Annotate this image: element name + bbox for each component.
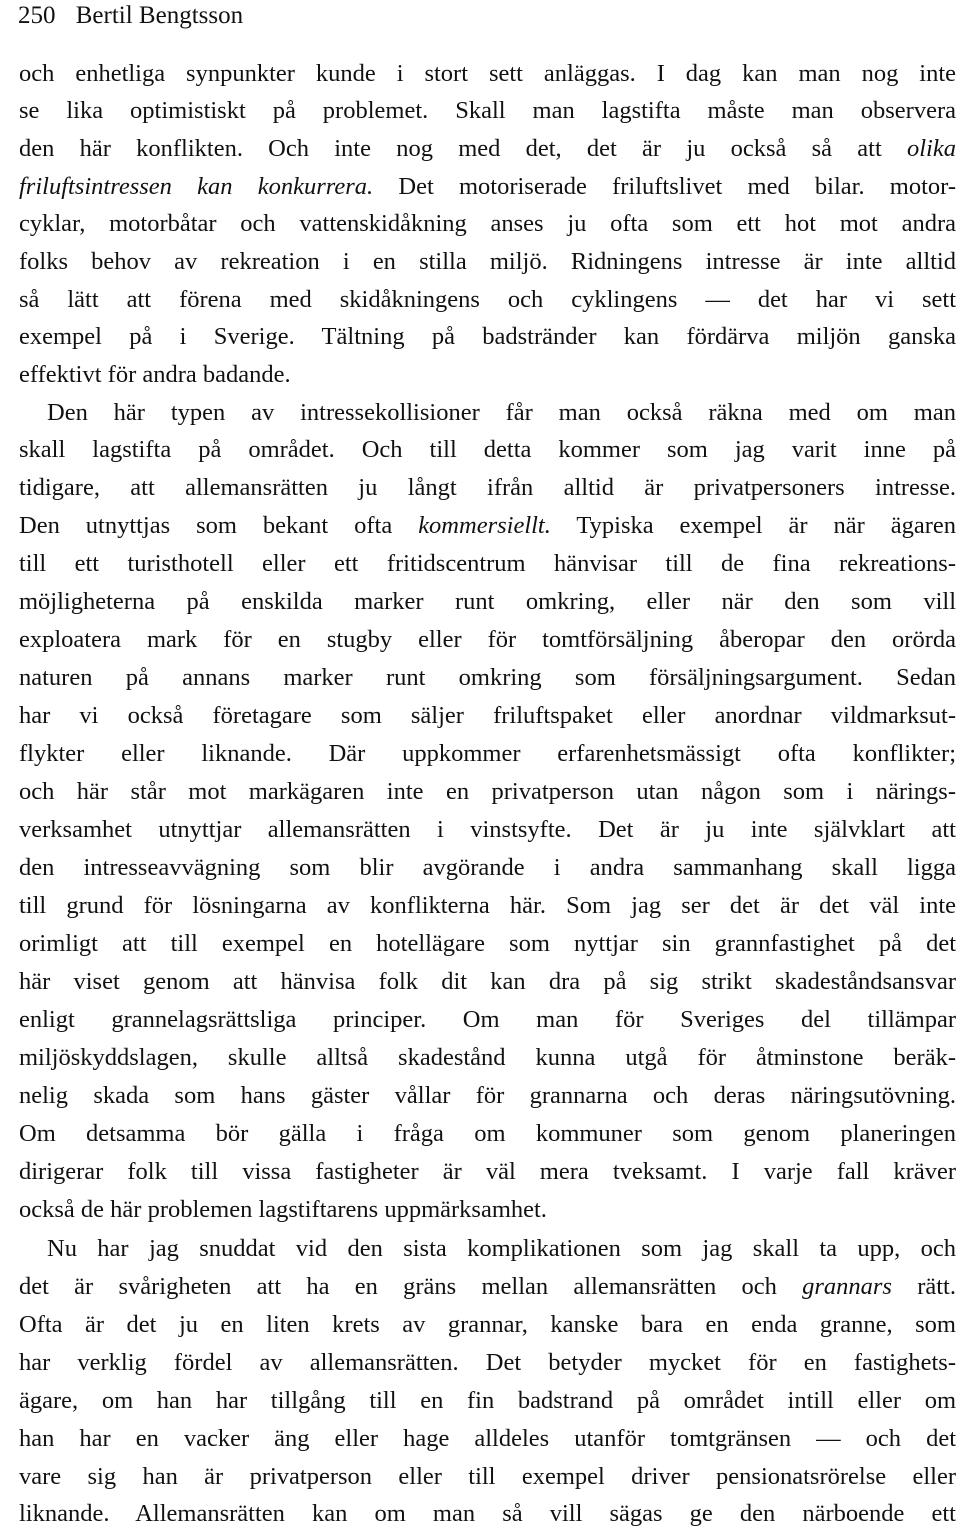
text-segment: miljöskyddslagen, skulle alltså skadestånd kunna utgå för åtminstone beräk- (19, 1044, 956, 1071)
text-segment: Typiska exempel är när ägaren (550, 512, 956, 539)
text-segment: har vi också företagare som säljer friluftspaket eller anordnar vildmarksut- (19, 702, 956, 729)
text-segment: enligt grannelagsrättsliga principer. Om man för Sveriges del tillämpar (19, 1006, 956, 1033)
text-line (19, 55, 956, 92)
text-line (19, 1344, 956, 1381)
text-line (19, 735, 956, 772)
text-line (19, 469, 956, 506)
text-line (19, 507, 956, 544)
text-segment: Om detsamma bör gälla i fråga om kommuner som genom planeringen (19, 1120, 956, 1147)
text-line (19, 1191, 956, 1228)
text-segment: nelig skada som hans gäster vållar för grannarna och deras näringsutövning. (19, 1082, 956, 1109)
text-line (19, 773, 956, 810)
text-segment: också de här problemen lagstiftarens uppmärksamhet. (19, 1196, 547, 1223)
text-segment: det är svårigheten att ha en gräns mellan allemansrätten och (19, 1273, 803, 1300)
text-segment: och enhetliga synpunkter kunde i stort sett anläggas. I dag kan man nog inte (19, 60, 956, 87)
text-line (19, 925, 956, 962)
text-line (19, 130, 956, 167)
text-segment: tidigare, att allemansrätten ju långt ifrån alltid är privatpersoners intresse. (19, 474, 956, 501)
text-segment: till grund för lösningarna av konflikterna här. Som jag ser det är det väl inte (19, 892, 956, 919)
text-line (19, 356, 956, 393)
text-segment: Den utnyttjas som bekant ofta (19, 512, 419, 539)
running-header (18, 0, 243, 32)
text-segment: här viset genom att hänvisa folk dit kan dra på sig strikt skadeståndsansvar (19, 968, 956, 995)
text-line (19, 1039, 956, 1076)
italic-text: grannars (802, 1273, 892, 1300)
text-segment: Den här typen av intressekollisioner får man också räkna med om man (47, 399, 956, 426)
text-line (19, 621, 956, 658)
text-segment: den intresseavvägning som blir avgörande i andra sammanhang skall ligga (19, 854, 956, 881)
text-segment: rätt. (891, 1273, 956, 1300)
running-header-author: Bertil Bengtsson (75, 2, 244, 29)
text-line (19, 1077, 956, 1114)
text-segment: möjligheterna på enskilda marker runt omkring, eller när den som vill (19, 588, 956, 615)
text-segment: liknande. Allemansrätten kan om man så vill sägas ge den närboende ett (19, 1500, 956, 1527)
text-line (19, 887, 956, 924)
text-line (19, 1458, 956, 1495)
text-segment: folks behov av rekreation i en stilla miljö. Ridningens intresse är inte alltid (19, 248, 956, 275)
italic-text: friluftsintressen kan konkurrera. (19, 173, 374, 200)
text-segment: till ett turisthotell eller ett fritidscentrum hänvisar till de fina rekreations- (19, 550, 956, 577)
text-segment: Ofta är det ju en liten krets av grannar, kanske bara en enda granne, som (19, 1311, 956, 1338)
text-segment: exempel på i Sverige. Tältning på badstränder kan fördärva miljön ganska (19, 323, 956, 350)
text-segment: naturen på annans marker runt omkring som försäljningsargument. Sedan (19, 664, 956, 691)
text-line (19, 1495, 956, 1532)
text-segment: han har en vacker äng eller hage alldeles utanför tomtgränsen — och det (19, 1425, 956, 1452)
text-line (47, 394, 956, 431)
text-line (19, 697, 956, 734)
text-segment: den här konflikten. Och inte nog med det, det är ju också så att (19, 135, 907, 162)
italic-text: olika (907, 135, 956, 162)
text-line (19, 1268, 956, 1305)
text-line (19, 168, 956, 205)
text-line (19, 431, 956, 468)
text-segment: och här står mot markägaren inte en privatperson utan någon som i närings- (19, 778, 956, 805)
text-line (19, 1001, 956, 1038)
text-line (19, 1420, 956, 1457)
text-segment: Nu har jag snuddat vid den sista komplikationen som jag skall ta upp, och (47, 1235, 956, 1262)
text-line (19, 205, 956, 242)
text-segment: exploatera mark för en stugby eller för tomtförsäljning åberopar den orörda (19, 626, 956, 653)
text-segment: Det motoriserade friluftslivet med bilar. motor- (373, 173, 956, 200)
text-segment: vare sig han är privatperson eller till exempel driver pensionatsrörelse eller (19, 1463, 956, 1490)
text-line (19, 1306, 956, 1343)
text-line (19, 243, 956, 280)
text-segment: dirigerar folk till vissa fastigheter är väl mera tveksamt. I varje fall kräver (19, 1158, 956, 1185)
text-line (19, 583, 956, 620)
text-segment: effektivt för andra badande. (19, 361, 291, 388)
text-segment: verksamhet utnyttjar allemansrätten i vinstsyfte. Det är ju inte självklart att (19, 816, 956, 843)
text-line (19, 963, 956, 1000)
text-segment: cyklar, motorbåtar och vattenskidåkning anses ju ofta som ett hot mot andra (19, 210, 956, 237)
text-line (19, 811, 956, 848)
text-line (19, 545, 956, 582)
text-line (19, 659, 956, 696)
text-segment: ägare, om han har tillgång till en fin badstrand på området intill eller om (19, 1387, 956, 1414)
text-line (19, 318, 956, 355)
page-number: 250 (18, 2, 56, 29)
text-segment: flykter eller liknande. Där uppkommer erfarenhetsmässigt ofta konflikter; (19, 740, 956, 767)
text-line (19, 92, 956, 129)
text-segment: skall lagstifta på området. Och till detta kommer som jag varit inne på (19, 436, 956, 463)
text-line (19, 1153, 956, 1190)
text-line (19, 1382, 956, 1419)
text-line (19, 281, 956, 318)
text-line (19, 849, 956, 886)
text-segment: se lika optimistiskt på problemet. Skall man lagstifta måste man observera (19, 97, 956, 124)
text-line (47, 1230, 956, 1267)
text-segment: så lätt att förena med skidåkningens och cyklingens — det har vi sett (19, 286, 956, 313)
text-line (19, 1115, 956, 1152)
italic-text: kommersiellt. (418, 512, 551, 539)
text-segment: har verklig fördel av allemansrätten. Det betyder mycket för en fastighets- (19, 1349, 956, 1376)
text-segment: orimligt att till exempel en hotellägare som nyttjar sin grannfastighet på det (19, 930, 956, 957)
